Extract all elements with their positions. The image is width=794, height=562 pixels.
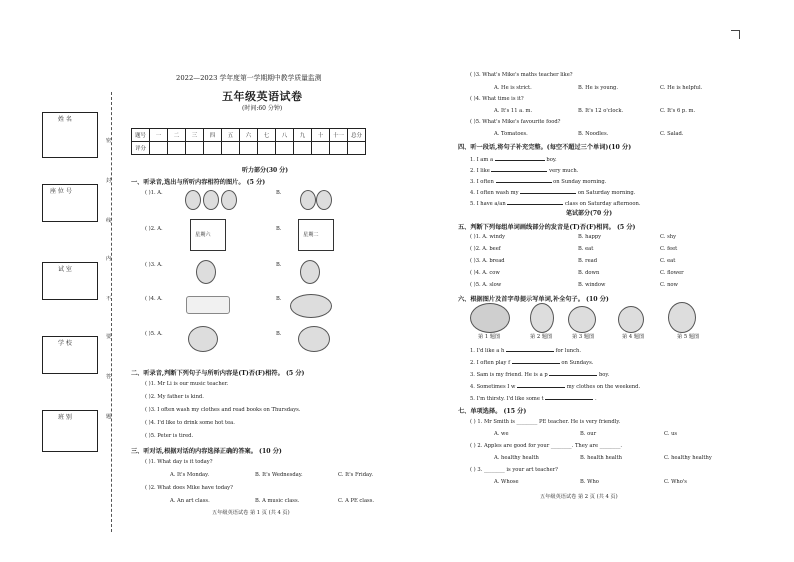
part3-option-b: B. A music class. bbox=[255, 498, 300, 504]
part7-option-b: B. health health bbox=[580, 455, 622, 461]
binding-char: 内 bbox=[106, 256, 112, 262]
part1-q5-label: ( )5. A. bbox=[145, 331, 163, 337]
people-picture-icon bbox=[300, 190, 316, 210]
part3-option-c: C. It's Friday. bbox=[338, 472, 373, 478]
listening-section-title: 听力部分(30 分) bbox=[242, 167, 289, 174]
part6-item-post: for lunch. bbox=[555, 348, 582, 354]
part7-option-a: A. we bbox=[494, 431, 509, 437]
pic-label: 第 3 题图 bbox=[572, 334, 595, 340]
part6-item bbox=[470, 370, 609, 378]
calendar-picture bbox=[190, 219, 226, 251]
people-picture-icon bbox=[221, 190, 237, 210]
part6-item bbox=[470, 358, 593, 366]
part5-option-c: C. shy bbox=[660, 234, 677, 240]
part7-option-a: A. healthy health bbox=[494, 455, 539, 461]
page-footer: 五年级英语试卷 第 1 页 (共 4 页) bbox=[212, 510, 290, 516]
score-cell: 评分 bbox=[132, 142, 150, 155]
answer-blank[interactable] bbox=[545, 394, 593, 400]
binding-char: 线 bbox=[106, 218, 112, 224]
score-input[interactable] bbox=[312, 142, 330, 155]
part3-option-c: C. A PE class. bbox=[338, 498, 375, 504]
part4-item-post: on Sunday morning. bbox=[553, 179, 607, 185]
people-picture-icon bbox=[203, 190, 219, 210]
part4-item-pre: 3. I often bbox=[470, 179, 494, 185]
part5-option-a: ( )5. A. slow bbox=[470, 282, 502, 288]
part2-item: ( )3. I often wash my clothes and read books on Thursdays. bbox=[145, 407, 301, 413]
part4-item bbox=[470, 199, 640, 207]
boy-picture-icon bbox=[300, 260, 320, 284]
part1-q1-label: ( )1. A. bbox=[145, 190, 163, 196]
part7-option-a: A. Whose bbox=[494, 479, 519, 485]
score-table bbox=[131, 128, 366, 155]
part7-option-c: C. healthy healthy bbox=[664, 455, 712, 461]
part4-item bbox=[470, 188, 635, 196]
part5-option-a: ( )3. A. bread bbox=[470, 258, 505, 264]
pic-label: 第 2 题图 bbox=[530, 334, 553, 340]
part6-item-pre: 5. I'm thirsty. I'd like some t bbox=[470, 396, 544, 402]
answer-blank[interactable] bbox=[549, 370, 597, 376]
answer-blank[interactable] bbox=[520, 188, 576, 194]
part4-item-pre: 5. I have a/an bbox=[470, 201, 506, 207]
part4-item-post: class on Saturday afternoon. bbox=[564, 201, 641, 207]
score-input[interactable] bbox=[294, 142, 312, 155]
calendar-picture bbox=[298, 219, 334, 251]
page-footer: 五年级英语试卷 第 2 页 (共 4 页) bbox=[540, 494, 618, 500]
part4-item-post: very much. bbox=[549, 168, 579, 174]
part4-item-post: on Saturday morning. bbox=[577, 190, 636, 196]
part3-option-c: C. It's 6 p. m. bbox=[660, 108, 696, 114]
score-input[interactable] bbox=[330, 142, 348, 155]
part1-q2-label: ( )2. A. bbox=[145, 226, 163, 232]
part2-item: ( )1. Mr Li is our music teacher. bbox=[145, 381, 229, 387]
score-cell: 七 bbox=[258, 129, 276, 142]
score-cell: 五 bbox=[222, 129, 240, 142]
written-section-title: 笔试部分(70 分) bbox=[566, 210, 613, 217]
fold-mark bbox=[731, 30, 740, 39]
hamburger-picture-icon bbox=[470, 303, 510, 333]
binding-char: 密 bbox=[106, 138, 112, 144]
part7-option-c: C. us bbox=[664, 431, 678, 437]
answer-blank[interactable] bbox=[512, 358, 560, 364]
score-cell: 一 bbox=[150, 129, 168, 142]
score-input[interactable] bbox=[186, 142, 204, 155]
school-label: 学 校 bbox=[58, 340, 72, 347]
part5-option-a: ( )1. A. windy bbox=[470, 234, 506, 240]
score-cell: 十 bbox=[312, 129, 330, 142]
part6-item bbox=[470, 394, 597, 402]
part3-question: ( )4. What time is it? bbox=[470, 96, 524, 102]
part4-item-pre: 4. I often wash my bbox=[470, 190, 519, 196]
part5-option-b: B. window bbox=[578, 282, 606, 288]
part5-option-a: ( )2. A. beef bbox=[470, 246, 501, 252]
part2-item: ( )2. My father is kind. bbox=[145, 394, 204, 400]
part6-item-post: boy. bbox=[598, 372, 610, 378]
part5-option-b: B. read bbox=[578, 258, 598, 264]
people-picture-icon bbox=[316, 190, 332, 210]
part6-item-post: on Sundays. bbox=[561, 360, 594, 366]
score-cell: 八 bbox=[276, 129, 294, 142]
part7-question: ( ) 2. Apples are good for your ________. They are ________. bbox=[470, 443, 623, 449]
part4-title: 四、听一段话,将句子补充完整。(每空不超过三个单词)(10 分) bbox=[458, 144, 632, 151]
binding-line bbox=[111, 92, 112, 532]
part1-title: 一、听录音,选出与所听内容相符的图片。 (5 分) bbox=[131, 179, 266, 186]
score-table-header-row bbox=[132, 129, 366, 142]
part3-option-a: A. Tomatoes. bbox=[494, 131, 528, 137]
part3-option-b: B. It's Wednesday. bbox=[255, 472, 303, 478]
binding-char: 答 bbox=[106, 374, 112, 380]
part4-item bbox=[470, 177, 606, 185]
score-input[interactable] bbox=[276, 142, 294, 155]
part7-option-c: C. Who's bbox=[664, 479, 687, 485]
part6-item-pre: 2. I often play f bbox=[470, 360, 511, 366]
score-input[interactable] bbox=[240, 142, 258, 155]
score-input[interactable] bbox=[222, 142, 240, 155]
person-picture-icon bbox=[188, 326, 218, 352]
part1-q1-b: B. bbox=[276, 190, 282, 196]
part3-title: 三、听对话,根据对话的内容选择正确的答案。 (10 分) bbox=[131, 448, 282, 455]
part5-option-b: B. eat bbox=[578, 246, 594, 252]
part7-option-b: B. Who bbox=[580, 479, 599, 485]
score-input[interactable] bbox=[258, 142, 276, 155]
part3-option-b: B. He is young. bbox=[578, 85, 619, 91]
part4-item-pre: 2. I like bbox=[470, 168, 490, 174]
score-cell: 二 bbox=[168, 129, 186, 142]
part6-item-post: . bbox=[594, 396, 597, 402]
part5-option-c: C. feet bbox=[660, 246, 678, 252]
polite-boy-picture-icon bbox=[568, 306, 596, 333]
part7-question: ( ) 1. Mr Smith is ________ PE teacher. He is very friendly. bbox=[470, 419, 621, 425]
part3-option-b: B. Noodles. bbox=[578, 131, 609, 137]
answer-blank[interactable] bbox=[495, 155, 545, 161]
part5-option-c: C. now bbox=[660, 282, 678, 288]
part3-option-a: A. It's Monday. bbox=[170, 472, 209, 478]
part5-option-b: B. down bbox=[578, 270, 600, 276]
score-cell: 六 bbox=[240, 129, 258, 142]
pic-label: 第 1 题图 bbox=[478, 334, 501, 340]
part1-q5-b: B. bbox=[276, 331, 282, 337]
answer-blank[interactable] bbox=[491, 166, 547, 172]
part1-q3-label: ( )3. A. bbox=[145, 262, 163, 268]
part6-item bbox=[470, 346, 581, 354]
part1-q2-b: B. bbox=[276, 226, 282, 232]
part3-question: ( )1. What day is it today? bbox=[145, 459, 213, 465]
part6-item-post: my clothes on the weekend. bbox=[566, 384, 641, 390]
part5-option-a: ( )4. A. cow bbox=[470, 270, 500, 276]
pic-label: 第 5 题图 bbox=[677, 334, 700, 340]
person-picture-icon bbox=[298, 326, 330, 352]
part3-option-c: C. Salad. bbox=[660, 131, 684, 137]
binding-char: 题 bbox=[106, 414, 112, 420]
part4-item-pre: 1. I am a bbox=[470, 157, 494, 163]
answer-blank[interactable] bbox=[506, 346, 554, 352]
calendar-text: 星期二 bbox=[303, 232, 319, 238]
part3-option-b: B. It's 12 o'clock. bbox=[578, 108, 624, 114]
part6-item-pre: 3. Sam is my friend. He is a p bbox=[470, 372, 548, 378]
part3-question: ( )2. What does Mike have today? bbox=[145, 485, 233, 491]
part3-question: ( )3. What's Mike's maths teacher like? bbox=[470, 72, 573, 78]
exam-header-line: 2022—2023 学年度第一学期期中教学质量监测 bbox=[176, 74, 322, 82]
football-boy-picture-icon bbox=[530, 303, 554, 333]
binding-char: 不 bbox=[106, 296, 112, 302]
part2-title: 二、听录音,判断下列句子与所听内容是(T)否(F)相符。 (5 分) bbox=[131, 370, 305, 377]
part5-option-c: C. flower bbox=[660, 270, 684, 276]
part7-title: 七、单项选择。 (15 分) bbox=[458, 408, 527, 415]
score-cell: 九 bbox=[294, 129, 312, 142]
score-cell: 总分 bbox=[348, 129, 366, 142]
part3-question: ( )5. What's Mike's favourite food? bbox=[470, 119, 561, 125]
people-picture-icon bbox=[185, 190, 201, 210]
part1-q4-label: ( )4. A. bbox=[145, 296, 163, 302]
part2-item: ( )4. I'd like to drink some hot tea. bbox=[145, 420, 235, 426]
part7-option-b: B. our bbox=[580, 431, 597, 437]
score-cell: 十一 bbox=[330, 129, 348, 142]
part2-item: ( )5. Peter is tired. bbox=[145, 433, 194, 439]
score-cell: 四 bbox=[204, 129, 222, 142]
part5-option-b: B. happy bbox=[578, 234, 602, 240]
binding-char: 封 bbox=[106, 178, 112, 184]
answer-blank[interactable] bbox=[507, 199, 563, 205]
washing-clothes-picture-icon bbox=[618, 306, 644, 333]
boy-picture-icon bbox=[196, 260, 216, 284]
part6-item bbox=[470, 382, 640, 390]
class-label: 班 别 bbox=[58, 414, 72, 421]
exam-time: (时间:60 分钟) bbox=[242, 105, 283, 112]
part3-option-a: A. An art class. bbox=[170, 498, 210, 504]
part6-item-pre: 1. I'd like a h bbox=[470, 348, 505, 354]
score-cell: 题号 bbox=[132, 129, 150, 142]
binding-char: 要 bbox=[106, 334, 112, 340]
score-cell: 三 bbox=[186, 129, 204, 142]
part1-q3-b: B. bbox=[276, 262, 282, 268]
score-input[interactable] bbox=[150, 142, 168, 155]
part5-option-c: C. eat bbox=[660, 258, 676, 264]
tea-picture-icon bbox=[668, 302, 696, 333]
part5-title: 五、判断下列每组单词画线部分的发音是(T)否(F)相同。 (5 分) bbox=[458, 224, 636, 231]
pic-label: 第 4 题图 bbox=[622, 334, 645, 340]
calendar-text: 星期六 bbox=[195, 232, 211, 238]
part4-item bbox=[470, 155, 557, 163]
score-table-score-row bbox=[132, 142, 366, 155]
answer-blank[interactable] bbox=[517, 382, 565, 388]
part4-item bbox=[470, 166, 578, 174]
part3-option-a: A. It's 11 a. m. bbox=[494, 108, 533, 114]
food-plate-icon bbox=[290, 294, 332, 318]
part7-question: ( ) 3. ________ is your art teacher? bbox=[470, 467, 558, 473]
score-input[interactable] bbox=[348, 142, 366, 155]
exam-room-label: 试 室 bbox=[58, 266, 72, 273]
part6-item-pre: 4. Sometimes I w bbox=[470, 384, 516, 390]
exam-title: 五年级英语试卷 bbox=[222, 90, 303, 103]
score-input[interactable] bbox=[168, 142, 186, 155]
answer-blank[interactable] bbox=[496, 177, 552, 183]
part4-item-post: boy. bbox=[546, 157, 557, 163]
part3-option-c: C. He is helpful. bbox=[660, 85, 703, 91]
name-label: 姓 名 bbox=[58, 116, 72, 123]
part1-q4-b: B. bbox=[276, 296, 282, 302]
sandwich-picture bbox=[186, 296, 230, 314]
seat-number-label: 座 位 号 bbox=[50, 188, 72, 195]
part3-option-a: A. He is strict. bbox=[494, 85, 532, 91]
score-input[interactable] bbox=[204, 142, 222, 155]
part6-title: 六、根据图片及首字母提示写单词,补全句子。 (10 分) bbox=[458, 296, 609, 303]
